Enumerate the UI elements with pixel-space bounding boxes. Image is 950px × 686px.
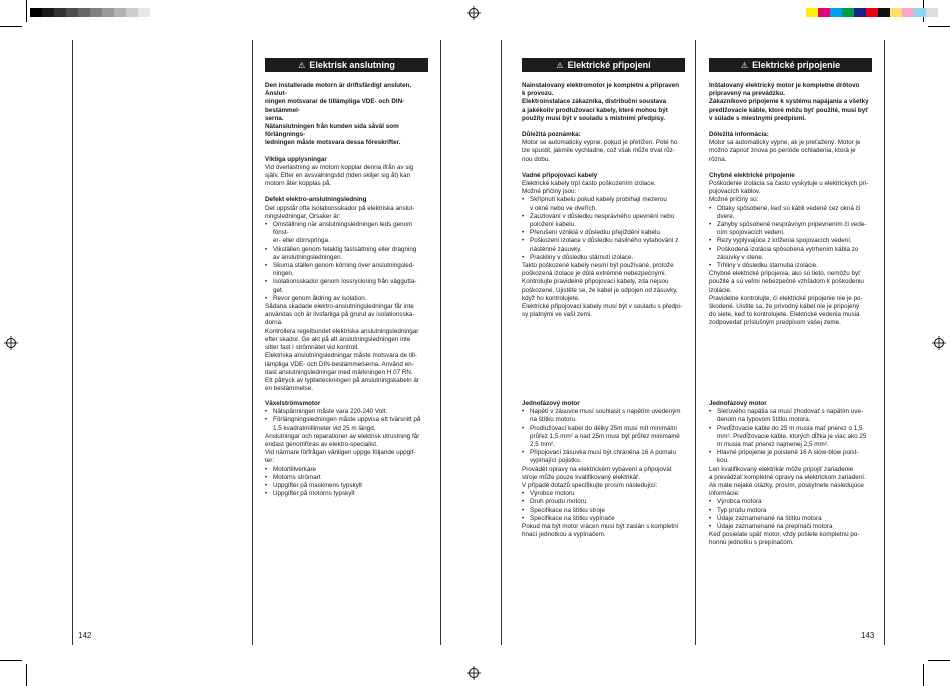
crop-mark [26, 664, 27, 686]
list-item-line: • Druh proudu motoru [530, 498, 587, 506]
text-line: dast anslutningsledningar med märkningen H 07 RN. [265, 368, 413, 376]
text-line: motorn åter kopplas på. [265, 180, 332, 188]
list-item-line: • Uppgifter på maskinens typskylt [273, 482, 362, 490]
text-line: když ho kontrolujete. [522, 294, 580, 302]
list-item [265, 482, 428, 490]
text-line: stroje může pouze kvalifikovaný elektrikář. [522, 473, 640, 481]
list-item [265, 221, 428, 246]
text-line: ningen motsvarar de tillämpliga VDE- och DIN-bestämmel- [265, 98, 405, 114]
list-item [265, 474, 428, 482]
column-rule [440, 40, 441, 645]
text-line: a prevádzať kompletné opravy na elektrickom zariadení. [709, 473, 866, 481]
list-item [709, 205, 872, 221]
list-item-line: • Vikställen genom felaktig fastsättning eller dragning [273, 245, 417, 253]
column-rule [501, 40, 502, 645]
text-line: Pokud má být motor vrácen musí být zaslán s kompletní [522, 523, 679, 531]
list-item-line: • Napětí v zásuvce musí souhlasit s napětím uvedeným [530, 408, 681, 416]
text-line: Nätanslutningen från kunden sida såväl som förlängnings- [265, 123, 399, 139]
list-item [265, 246, 428, 262]
text-line: pripravený na prevádzku. [709, 90, 785, 98]
warning-icon: ⚠ [556, 61, 564, 70]
column-swedish [265, 58, 428, 401]
color-bar [806, 8, 938, 17]
list-item [709, 237, 872, 245]
intro-text [522, 82, 685, 123]
list-item-line: ningen. [273, 270, 294, 278]
list-item-line: • Zauzlování v důsledku nesprávného upevnění nebo [530, 212, 675, 220]
grayscale-bar [30, 8, 150, 17]
text-line: k provozu. [522, 90, 554, 98]
subheading: Viktiga upplysningar [265, 155, 327, 163]
list-item-line: • Specifikace na štítku stroje [530, 506, 605, 514]
list-item [709, 408, 872, 424]
text-line: Kontrollera regelbundet elektriska anslutningsledningar [265, 327, 419, 335]
text-line: predlžovacie káble, ktoré môžu byť použité, musí byť [709, 106, 869, 114]
text-line: Kontrolujte pravidelně připojovací kabely, zda nejsou [522, 278, 669, 286]
list-item-line: ním spojovacích vedení. [717, 229, 785, 237]
text-line: zodpovedať príslušným predpisom vašej zeme. [709, 319, 841, 327]
list-item-line: • Nätspänningen måste vara 220-240 Volt. [273, 408, 388, 416]
text-line: poškozená izolace je důlá extrémně nebezpečnými. [522, 270, 667, 278]
subheading: Vadné připojovací kabely [522, 171, 598, 179]
text-line: ningsledningar, Orsaker är: [265, 212, 341, 220]
page-number-right: 143 [861, 631, 875, 640]
text-line: Chybné elektrické pripojenia, ako sú tieto, nemôžu byť [709, 270, 861, 278]
text-line: Takto poškozené kabely nesmí být používané, protože [522, 262, 674, 270]
text-line: použity musí být v souladu s místními předpisy. [522, 114, 665, 122]
list-item-line: mm². Predĺžovacie káble, ktorých dĺžka je viac ako 25 [717, 432, 867, 440]
list-item [522, 507, 685, 515]
list-item-line: • Motorns strömart [273, 473, 321, 481]
text-line: Vid överlastning av motorn kopplar denna ifrån av sig [265, 163, 414, 171]
list-item [265, 416, 428, 432]
list-item-line: • Motortillverkare [273, 465, 317, 473]
text-line: a jakékoliv prodlužovací kabely, které mohou být [522, 106, 668, 114]
list-item-line: • Omställning när anslutningsledningen leds genom fönst- [273, 221, 413, 237]
list-item-line: • Praskliny v důsledku stárnutí izolace. [530, 253, 634, 261]
list-item-line: 1,5 kvadratmillimeter vid 25 m längd. [273, 424, 376, 432]
list-item [265, 262, 428, 278]
list-item-line: • Skurna ställen genom körning över anslutningsled- [273, 262, 415, 270]
text-line: sy platnými ve vaší zemi. [522, 311, 592, 319]
list-item [522, 449, 685, 465]
list-item [522, 425, 685, 450]
warning-icon: ⚠ [298, 61, 306, 70]
list-item [522, 196, 685, 212]
text-line: Keď posielate späť motor, vždy pošlete kompletnú po- [709, 531, 860, 539]
subheading: Dôležitá informácia: [709, 131, 769, 139]
list-item [522, 237, 685, 253]
registration-mark [467, 666, 481, 680]
list-item-line: • Skřípnutí kabelu pokud kabely probíhají mezerou [530, 196, 667, 204]
text-line: pojovacích káblov. [709, 188, 761, 196]
text-line: Ak máte nejaké otázky, prosím, poskytnete nasledujúce [709, 482, 864, 490]
section-header: ⚠ Elektrické pripojenie [709, 58, 872, 72]
list-item-line: • Sieťového napätia sa musí zhodovať s napätím uve- [717, 408, 864, 416]
text-line: en bestämmelse. [265, 385, 313, 393]
text-line: Pravidelne kontrolujte, či elektrické pripojenie nie je po- [709, 294, 863, 302]
text-line: do siete, keď to kontrolujete. Elektrické vedenia musia [709, 311, 860, 319]
text-line: dorna. [265, 319, 283, 327]
list-item-line: zásuvky v stene. [717, 253, 764, 261]
list-item [709, 246, 872, 262]
column-slovak-lower [709, 400, 872, 548]
text-line: Možné příčiny jsou: [522, 188, 577, 196]
column-slovak [709, 58, 872, 336]
list-item-line: • Hlavné pripojenie je poistené 16 A slow-blow poist- [717, 449, 859, 457]
list-item [709, 515, 872, 523]
text-line: användas och är livsfarliga på grund av isolationsska- [265, 311, 415, 319]
crop-mark [923, 664, 924, 686]
list-item [709, 262, 872, 270]
text-line: V případě dotazů specifikujte prosím následující: [522, 482, 658, 490]
list-item-line: položení kabelu. [530, 221, 576, 229]
list-item [265, 295, 428, 303]
text-line: Zákazníkovo pripojenie k systému napájania a všetky [709, 98, 869, 106]
crop-mark [26, 0, 27, 22]
list-item-line: • Výrobca motora [717, 498, 762, 506]
text-line: Det uppstår ofta isolationsskador på elektriska anslut- [265, 204, 415, 212]
text-line: v súlade s miestnymi predpismi. [709, 114, 806, 122]
intro-text [709, 82, 872, 123]
section-header: ⚠ Elektrisk anslutning [265, 58, 428, 72]
list-item-line: • Údaje zaznamenané na prepínači motora [717, 523, 833, 531]
crop-mark [0, 26, 22, 27]
list-item [522, 490, 685, 498]
text-line: škodené. Uistite sa, že prívodný kábel nie je pripojený [709, 303, 860, 311]
list-item [522, 498, 685, 506]
column-rule [252, 40, 253, 645]
intro-text [265, 82, 428, 148]
list-item-line: get. [273, 286, 284, 294]
list-item-line: • Poškození izolace v důsledku násilného vytahování z [530, 237, 679, 245]
text-line: možno zapnúť znova po periódе ochladenia, ktorá je rôzna. [709, 147, 856, 163]
text-line: nou dobu. [522, 155, 551, 163]
column-rule [695, 40, 696, 645]
list-item-line: průřez 1,5 mm² a nad 25m musí být průřez minimálně [530, 432, 680, 440]
text-line: Vid närmare förfrågan vänligen uppge följande uppgif- [265, 449, 416, 457]
subheading: Chybné elektrické pripojenie [709, 171, 795, 179]
subheading: Defekt elektro-anslutningsledning [265, 196, 367, 204]
column-rule [884, 40, 885, 645]
list-item-line: • Trhliny v dôsledku starnutia izolácie. [717, 262, 818, 270]
warning-icon: ⚠ [740, 61, 749, 70]
text-line: honnú jednotku s prepínačom. [709, 539, 794, 547]
list-item [265, 466, 428, 474]
list-item-line: na štítku motoru. [530, 416, 577, 424]
text-line: lze spustit, jakmile vychladne, což však může trvat růz- [522, 147, 675, 155]
list-item-line: er- eller dörrspringa. [273, 237, 330, 245]
text-line: serna. [265, 114, 284, 122]
text-line: izolácie. [709, 286, 732, 294]
text-line: Možné príčiny sú: [709, 196, 759, 204]
list-item-line: • Predĺžovacie káble do 25 m musia mať prierez o 1,5 [717, 424, 863, 432]
text-line: Elektroinstalace zákazníka, distribuční soustava [522, 98, 667, 106]
list-item-line: • Typ prúdu motora [717, 506, 767, 514]
text-line: Ett påtryck av typbeteckningen på anslutningskabeln är [265, 376, 420, 384]
text-line: lämpliga VDE- och DIN-bestämmelserna. Använd en- [265, 360, 414, 368]
text-line: Den installerade motorn är driftsfärdigt ansluten. Anslut- [265, 82, 412, 98]
text-line: Anslutningar och reparationer av elektrisk utrustning får [265, 432, 420, 440]
text-line: Poškodenie izolácia sa často vyskytuje u elektrických pri- [709, 180, 869, 188]
list-item [522, 515, 685, 523]
text-line: Elektriska anslutningsledningar måste motsvara de till- [265, 352, 417, 360]
text-line: informácie: [709, 490, 740, 498]
list-item [265, 490, 428, 498]
list-item-line: denom na typovom štítku motora. [717, 416, 811, 424]
list-item-line: vypínající pojistku. [530, 457, 582, 465]
text-line: Inštalovaný elektrický motor je kompletne drôtovo [709, 82, 860, 89]
list-item [709, 507, 872, 515]
list-item [709, 221, 872, 237]
list-item-line: • Poškodená izolácia spôsobená vytrhením kábla zo [717, 245, 859, 253]
list-item [709, 498, 872, 506]
list-item-line: • Förlängningsledningen måste uppvisa ett tvärsnitt på [273, 416, 421, 424]
registration-mark [467, 6, 481, 20]
list-item-line: • Revor genom åldring av isolation. [273, 294, 367, 302]
text-line: poškozené. Ujistěte se, že kabel je odpojen od zásuvky, [522, 286, 678, 294]
subheading: Důležitá poznámka: [522, 131, 581, 139]
list-item-line: • Záhyby spôsobené nesprávnym pripevnením či vede- [717, 221, 867, 229]
registration-mark [932, 336, 946, 350]
text-line: použité a sú veľmi nebezpečné vzhľadom k poškodeniu [709, 278, 864, 286]
list-item [709, 425, 872, 450]
list-item [709, 449, 872, 465]
list-item [709, 523, 872, 531]
list-item-line: kou. [717, 457, 729, 465]
crop-mark [0, 660, 22, 661]
column-czech-lower [522, 400, 685, 539]
list-item-line: • Přerušení vzniklá v důsledku přejíždění kabelu. [530, 229, 662, 237]
column-swedish-lower [265, 400, 428, 498]
list-item-line: • Otlaky spôsobené, keď sú káblі vedené cez okná či [717, 204, 861, 212]
list-item-line: av anslutningsledningen. [273, 253, 343, 261]
text-line: Len kvalifikovaný elektrikár môže pripojiť zariadenie [709, 465, 854, 473]
list-item-line: • Údaje zaznamenané na štítku motora [717, 514, 822, 522]
text-line: ter: [265, 457, 275, 465]
text-line: ledningen måste motsvara dessa föreskrifter. [265, 139, 401, 147]
subheading: Jednofázový motor [709, 400, 767, 407]
text-line: Nainstalovaný elektromotor je kompletní a připraven [522, 82, 680, 89]
list-item-line: dvere. [717, 212, 735, 220]
crop-mark [928, 660, 950, 661]
list-item [522, 213, 685, 229]
page-number-left: 142 [78, 631, 92, 640]
list-item [265, 278, 428, 294]
list-item-line: • Připojovací zásuvka musí být chráněna 16 A pomalu [530, 449, 676, 457]
text-line: Elektrické kabely trpí často poškozením izolace. [522, 180, 656, 188]
list-item-line: • Prodlužovací kabel do délky 25m musí mít minimální [530, 424, 677, 432]
subheading: Jednofázový motor [522, 400, 580, 407]
text-line: efter skador. Ge akt på att anslutningsledningen inte [265, 335, 411, 343]
text-line: Motor sa automaticky vypne, ak je preťažený. Motor je [709, 139, 861, 147]
list-item-line: • Rezy vyplývajúce z kríženia spojovacích vedení. [717, 237, 852, 245]
list-item [522, 408, 685, 424]
text-line: Provádět opravy na elektrickém vybavení a připojovat [522, 465, 672, 473]
list-item-line: 2,5 mm². [530, 441, 555, 449]
crop-mark [928, 26, 950, 27]
text-line: endast genomföras av elektro-specialist. [265, 441, 378, 449]
list-item-line: m musia mať prierez najmenej 2,5 mm². [717, 441, 829, 449]
list-item-line: • Výrobce motoru [530, 490, 575, 498]
list-item-line: v okně nebo ve dveřích. [530, 204, 597, 212]
section-header: ⚠ Elektrické připojení [522, 58, 685, 72]
text-line: Elektrické připojovací kabely musí být v souladu s předpi- [522, 303, 682, 311]
list-item-line: • Uppgifter på motorns typskylt [273, 490, 355, 498]
text-line: sitter fast i strömnätet vid kontroll. [265, 344, 359, 352]
list-item [522, 254, 685, 262]
registration-mark [4, 336, 18, 350]
text-line: Sådana skadade elektro-anslutningsledningar får inte [265, 303, 414, 311]
subheading: Växelströmsmotor [265, 400, 321, 407]
column-rule [72, 40, 73, 645]
list-item-line: nástěnné zásuvky. [530, 245, 582, 253]
text-line: hnací jednotkou a vypínačem. [522, 531, 606, 539]
text-line: själv. Efter en avsvalningstid (tiden skiljer sig åt) kan [265, 172, 411, 180]
text-line: Motor se automaticky vypne, pokud je přetížen. Poté ho [522, 139, 678, 147]
list-item-line: • Isolationsskador genom lossryckning från väggutta- [273, 278, 417, 286]
list-item-line: • Specifikace na štítku vypínače [530, 514, 615, 522]
column-czech [522, 58, 685, 327]
